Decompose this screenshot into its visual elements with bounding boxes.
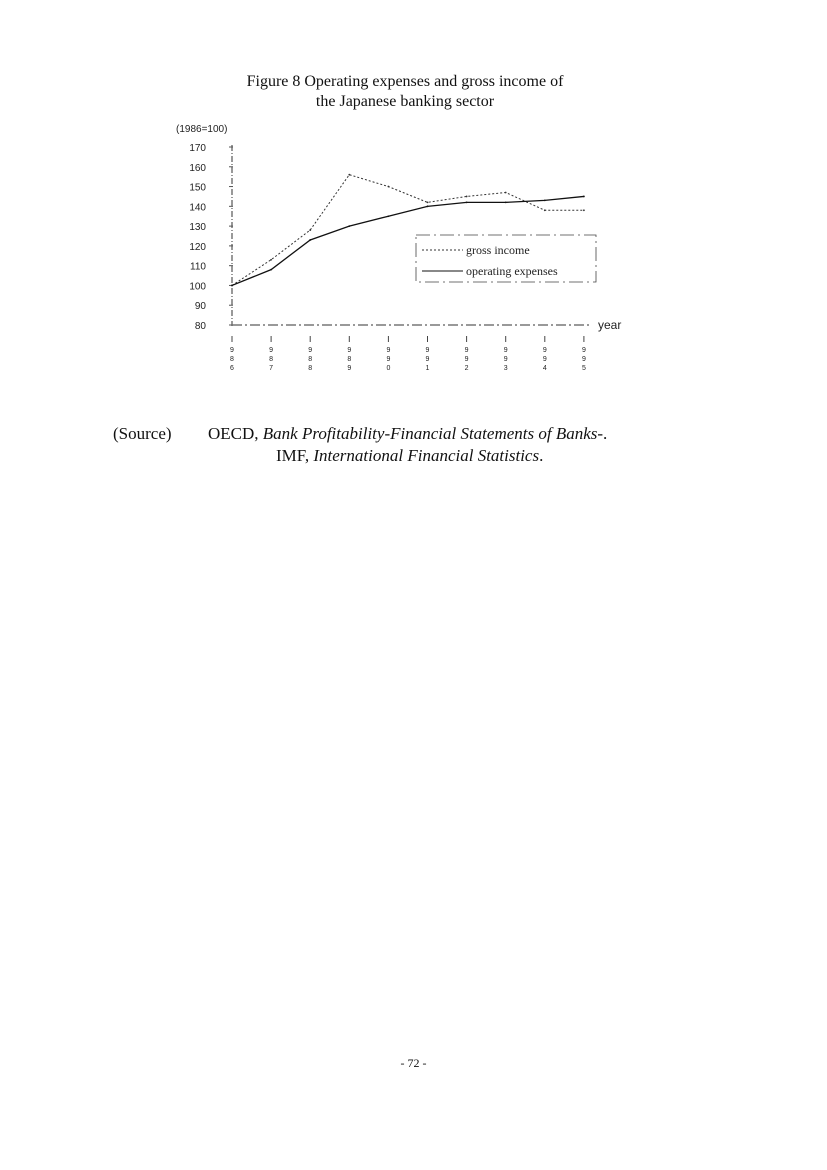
- y-tick-label: 90: [194, 301, 206, 313]
- y-tick-label: 130: [189, 222, 206, 234]
- line-chart: [0, 0, 827, 420]
- data-point: [583, 196, 585, 198]
- y-tick-label: 100: [189, 281, 206, 293]
- y-tick-label: 110: [190, 261, 206, 273]
- source-oecd: [208, 423, 607, 445]
- y-tick-label: 170: [189, 143, 206, 154]
- legend-label: operating expenses: [466, 264, 558, 278]
- figure-title-line1: Figure 8 Operating expenses and gross income of: [246, 73, 564, 90]
- x-tick-label: 9 9 2: [464, 347, 469, 372]
- data-point: [309, 229, 311, 231]
- data-point: [505, 201, 507, 203]
- data-point: [466, 201, 468, 203]
- source-imf-title: International Financial Statistics: [313, 446, 540, 465]
- page-number: - 72 -: [400, 1056, 427, 1070]
- x-tick-label: 9 9 4: [542, 347, 547, 372]
- data-point: [270, 269, 272, 271]
- y-tick-label: 120: [189, 241, 206, 253]
- data-point: [348, 225, 350, 227]
- source-imf-suffix: .: [539, 446, 544, 465]
- data-point: [388, 186, 390, 188]
- x-tick-label: 9 9 3: [503, 347, 508, 372]
- data-point: [505, 192, 507, 194]
- x-tick-label: 9 8 8: [308, 347, 313, 372]
- x-tick-label: 9 8 9: [347, 347, 352, 372]
- source-oecd-org: OECD,: [208, 424, 263, 443]
- x-axis-label: year: [598, 318, 622, 332]
- source-imf-org: IMF,: [276, 446, 314, 465]
- source-oecd-suffix: .: [603, 424, 608, 443]
- data-point: [544, 209, 546, 211]
- data-point: [348, 174, 350, 176]
- y-axis-ticks: [189, 143, 233, 332]
- data-point: [270, 259, 272, 261]
- chart-axes: [232, 145, 592, 326]
- x-tick-label: 9 9 5: [581, 347, 586, 372]
- data-point: [309, 239, 311, 241]
- y-axis-unit-label: (1986=100): [176, 124, 228, 135]
- data-point: [583, 209, 585, 211]
- data-point: [427, 201, 429, 203]
- x-tick-label: 9 9 0: [386, 347, 391, 372]
- figure-title-line2: the Japanese banking sector: [315, 93, 495, 110]
- data-point: [466, 196, 468, 198]
- data-point: [427, 205, 429, 207]
- data-point: [231, 285, 233, 287]
- source-imf: [276, 445, 543, 467]
- x-tick-label: 9 9 1: [425, 347, 430, 372]
- data-point: [544, 200, 546, 202]
- y-tick-label: 160: [189, 162, 206, 174]
- chart-legend: [416, 235, 596, 282]
- source-label: (Source): [113, 424, 172, 443]
- x-tick-label: 9 8 6: [230, 347, 234, 372]
- x-axis-ticks: [230, 336, 586, 372]
- data-point: [388, 215, 390, 217]
- y-tick-label: 80: [194, 321, 206, 332]
- x-tick-label: 9 8 7: [269, 347, 274, 372]
- y-tick-label: 150: [189, 182, 206, 194]
- y-tick-label: 140: [189, 202, 206, 214]
- legend-label: gross income: [466, 243, 530, 257]
- source-oecd-title: Bank Profitability-Financial Statements of Banks-: [262, 424, 604, 443]
